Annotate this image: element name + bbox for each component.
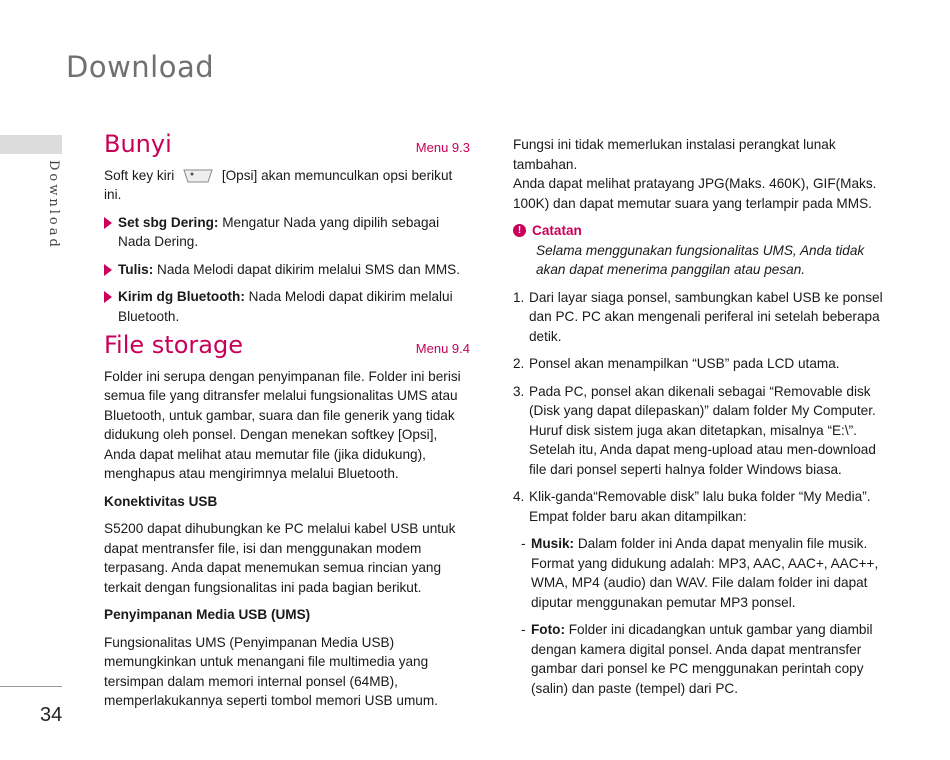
step-item: 3. Pada PC, ponsel akan dikenali sebagai “Removable disk (Disk yang dapat dilepaskan)” dalam folder My Computer. Huruf disk sistem juga akan ditetapkan, misalnya “E:\”. Setelah itu, Anda dapat meng-upload atau men-download file dari ponsel seperti halnya folder Windows biasa.: [513, 383, 876, 477]
folder-item-musik: - Musik: Dalam folder ini Anda dapat menyalin file musik. Format yang didukung adalah: MP3, AAC, AAC+, AAC++, WMA, MP4 (audio) dan WAV. File dalam folder ini dapat diputar menggunakan pemutar MP3 ponsel.: [521, 536, 879, 610]
bullet-triangle-icon: [104, 264, 112, 276]
bunyi-menu-ref: Menu 9.3: [415, 140, 470, 155]
step-item: 1. Dari layar siaga ponsel, sambungkan kabel USB ke ponsel dan PC. PC akan mengenali periferal ini setelah beberapa detik.: [513, 289, 883, 344]
bunyi-item-set-dering: Set sbg Dering: Mengatur Nada yang dipilih sebagai Nada Dering.: [104, 213, 470, 252]
right-column: [513, 135, 885, 706]
file-storage-para-1: Folder ini serupa dengan penyimpanan file. Folder ini berisi semua file yang ditransfer melalui fungsionalitas UMS atau Bluetooth, untuk gambar, suara dan file generik yang tidak didukung oleh ponsel. Dengan menekan softkey [Opsi], Anda dapat melihat atau memutar file (jika didukung), menghapus atau mengirimnya melalui Bluetooth.: [104, 368, 461, 481]
step-item: 2. Ponsel akan menampilkan “USB” pada LCD utama.: [513, 356, 840, 371]
step-item: 4. Klik-ganda“Removable disk” lalu buka folder “My Media”. Empat folder baru akan ditampilkan:: [513, 489, 871, 524]
left-column: [104, 130, 470, 719]
page-title: Download: [66, 50, 215, 84]
bunyi-item-tulis: Tulis: Nada Melodi dapat dikirim melalui SMS dan MMS.: [104, 260, 470, 280]
file-storage-para-3: Fungsionalitas UMS (Penyimpanan Media USB) memungkinkan untuk menangani file multimedia yang tersimpan dalam memori internal ponsel (64MB), memperlakukannya seperti tombol memori USB umum.: [104, 634, 438, 708]
bullet-triangle-icon: [104, 217, 112, 229]
bunyi-title: Bunyi: [104, 130, 172, 158]
note-body: Selama menggunakan fungsionalitas UMS, Anda tidak akan dapat menerima panggilan atau pesan.: [536, 242, 865, 277]
bunyi-intro: Soft key kiri [Opsi] akan memunculkan opsi berikut ini.: [104, 167, 453, 202]
file-storage-title: File storage: [104, 331, 243, 359]
note-alert-icon: !: [513, 224, 526, 237]
file-storage-header: [104, 331, 470, 359]
bullet-triangle-icon: [104, 291, 112, 303]
folder-item-foto: - Foto: Folder ini dicadangkan untuk gambar yang diambil dengan kamera digital ponsel. Anda dapat mentransfer gambar dari ponsel ke PC menggunakan perintah copy (salin) dan paste (tempel) dari PC.: [521, 622, 873, 696]
side-tab-bar: [0, 135, 62, 154]
file-storage-menu-ref: Menu 9.4: [415, 341, 470, 356]
ums-heading: Penyimpanan Media USB (UMS): [104, 607, 311, 622]
side-section-label: Download: [46, 160, 61, 250]
bunyi-header: [104, 130, 470, 158]
note-header: [513, 221, 885, 241]
page-number: 34: [40, 704, 63, 726]
left-softkey-icon: [182, 168, 214, 184]
right-para-2: Anda dapat melihat pratayang JPG(Maks. 460K), GIF(Maks. 100K) dan dapat memutar suara yang terlampir pada MMS.: [513, 176, 877, 211]
footer-rule: [0, 686, 62, 687]
file-storage-para-2: S5200 dapat dihubungkan ke PC melalui kabel USB untuk dapat mentransfer file, isi dan menggunakan modem terpasang. Anda dapat menemukan semua rincian yang terkait dengan fungsionalitas ini pada bagian berikut.: [104, 521, 456, 595]
right-para-1: Fungsi ini tidak memerlukan instalasi perangkat lunak tambahan.: [513, 137, 836, 172]
bunyi-item-bluetooth: Kirim dg Bluetooth: Nada Melodi dapat dikirim melalui Bluetooth.: [104, 287, 470, 326]
note-title: Catatan: [532, 223, 582, 238]
usb-connectivity-heading: Konektivitas USB: [104, 493, 218, 509]
